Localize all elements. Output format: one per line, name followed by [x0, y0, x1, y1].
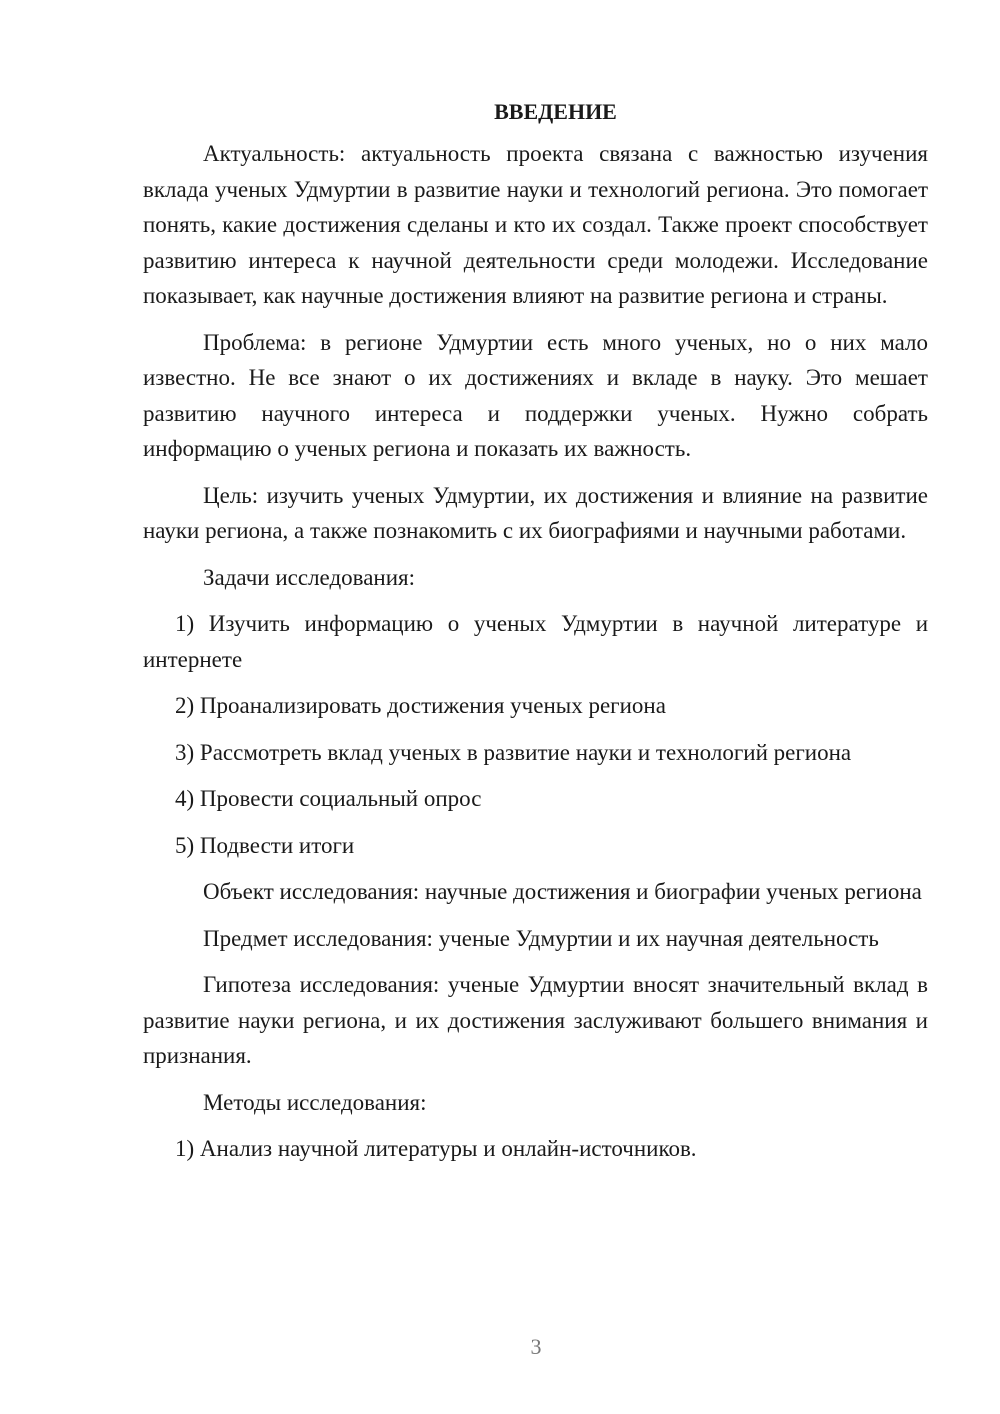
task-item-3: 3) Рассмотреть вклад ученых в развитие науки и технологий региона: [175, 739, 852, 765]
object-paragraph: Объект исследования: научные достижения и биографии ученых региона: [203, 879, 922, 904]
page-number: 3: [530, 1334, 542, 1359]
task-item-5: 5) Подвести итоги: [175, 832, 355, 858]
task-item-4: 4) Провести социальный опрос: [175, 786, 482, 811]
task-item-2: 2) Проанализировать достижения ученых региона: [175, 693, 666, 718]
methods-heading: Методы исследования:: [203, 1089, 427, 1115]
subject-paragraph: Предмет исследования: ученые Удмуртии и их научная деятельность: [203, 925, 879, 951]
tasks-heading: Задачи исследования:: [203, 564, 416, 590]
hypothesis-paragraph: Гипотеза исследования: ученые Удмуртии вносят значительный вклад в развитие науки региона, и их достижения заслуживают большего внимания и признания.: [143, 972, 928, 1068]
goal-paragraph: Цель: изучить ученых Удмуртии, их достижения и влияние на развитие науки региона, а также познакомить с их биографиями и научными работами.: [143, 482, 928, 543]
relevance-paragraph: Актуальность: актуальность проекта связана с важностью изучения вклада ученых Удмуртии в развитие науки и технологий региона. Это помогает понять, какие достижения сделаны и кто их создал. Также проект способствует развитию интереса к научной деятельности среди молодежи. Исследование показывает, как научные достижения влияют на развитие региона и страны.: [143, 141, 928, 308]
document-page: [143, 96, 928, 1167]
section-title: ВВЕДЕНИЕ: [494, 99, 617, 124]
problem-paragraph: Проблема: в регионе Удмуртии есть много ученых, но о них мало известно. Не все знают о их достижениях и вкладе в науку. Это мешает развитию научного интереса и поддержки ученых. Нужно собрать информацию о ученых региона и показать их важность.: [143, 329, 928, 461]
task-item-1: 1) Изучить информацию о ученых Удмуртии в научной литературе и интернете: [143, 611, 928, 672]
method-item-1: 1) Анализ научной литературы и онлайн-источников.: [175, 1136, 697, 1161]
